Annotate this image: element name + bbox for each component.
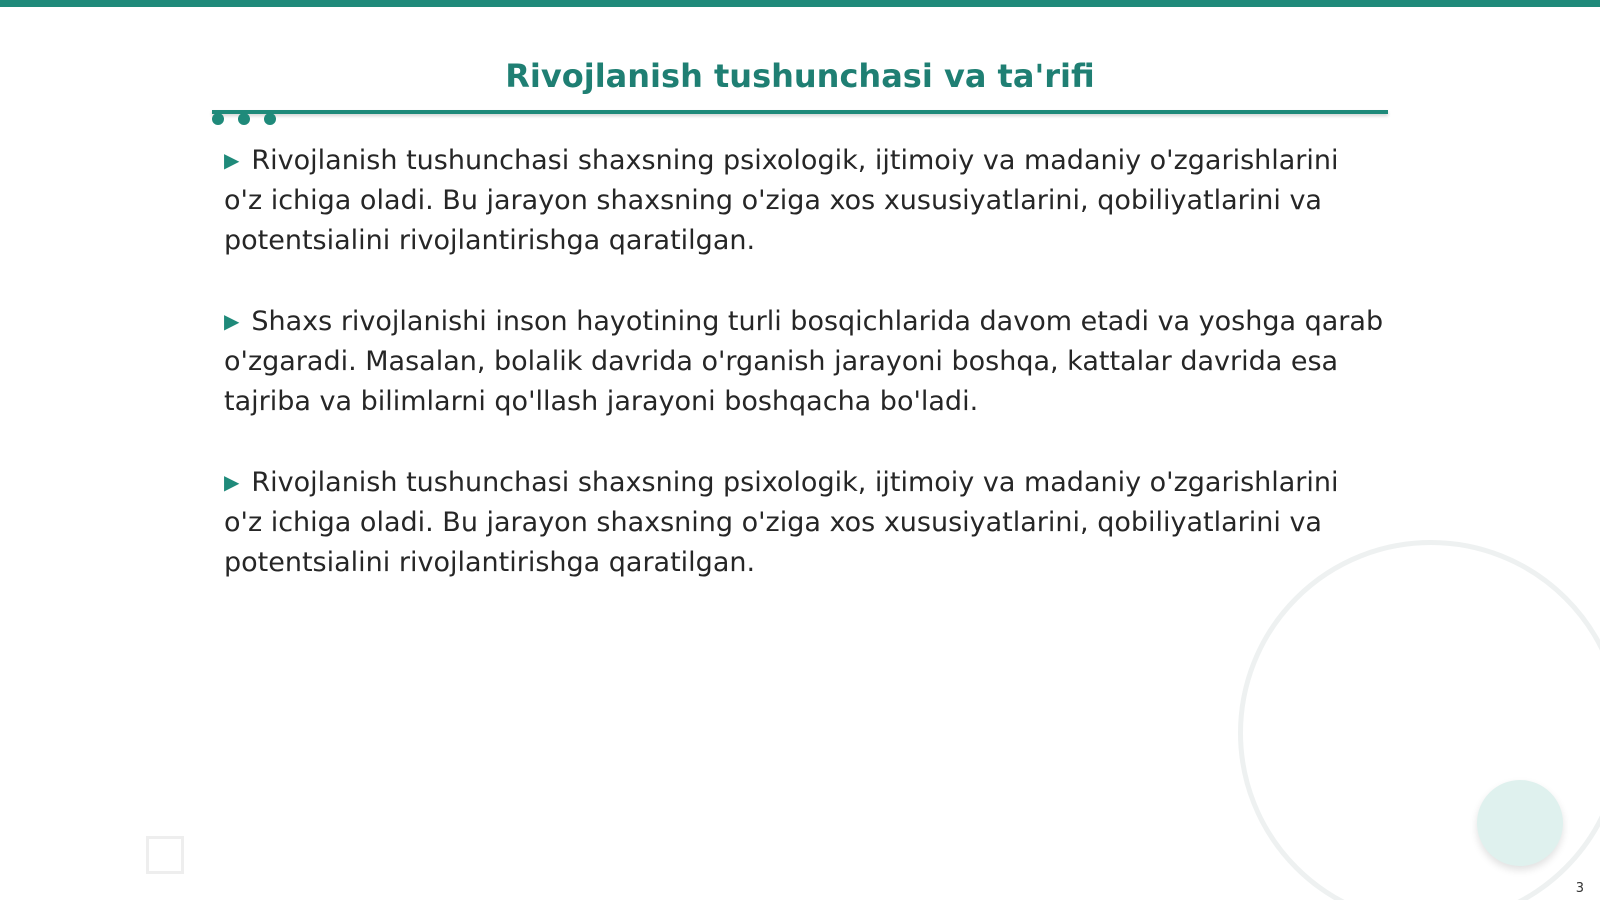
triangle-right-icon: ▶ (224, 309, 240, 333)
decorative-square (146, 836, 184, 874)
bullet-item (224, 462, 1384, 583)
decorative-dot (264, 113, 276, 125)
triangle-right-icon: ▶ (224, 148, 240, 172)
bullet-text: Rivojlanish tushunchasi shaxsning psixologik, ijtimoiy va madaniy o'zgarishlarini o'z ichiga oladi. Bu jarayon shaxsning o'ziga xos xususiyatlarini, qobiliyatlarini va potentsialini rivojlantirishga qaratilgan. (224, 145, 1339, 256)
top-accent-bar (0, 0, 1600, 7)
bullet-item (224, 301, 1384, 422)
bullet-list (224, 140, 1384, 623)
page-number: 3 (1575, 881, 1584, 896)
triangle-right-icon: ▶ (224, 470, 240, 494)
decorative-dot (212, 113, 224, 125)
bullet-item (224, 140, 1384, 261)
bullet-text: Shaxs rivojlanishi inson hayotining turli bosqichlarida davom etadi va yoshga qarab o'zgaradi. Masalan, bolalik davrida o'rganish jarayoni boshqa, kattalar davrida esa tajriba va bilimlarni qo'llash jarayoni boshqacha bo'ladi. (224, 306, 1384, 417)
decorative-dot (238, 113, 250, 125)
bullet-text: Rivojlanish tushunchasi shaxsning psixologik, ijtimoiy va madaniy o'zgarishlarini o'z ichiga oladi. Bu jarayon shaxsning o'ziga xos xususiyatlarini, qobiliyatlarini va potentsialini rivojlantirishga qaratilgan. (224, 467, 1339, 578)
decorative-circle (1477, 780, 1563, 866)
title-underline (212, 110, 1388, 114)
slide-title: Rivojlanish tushunchasi va ta'rifi (505, 57, 1095, 95)
